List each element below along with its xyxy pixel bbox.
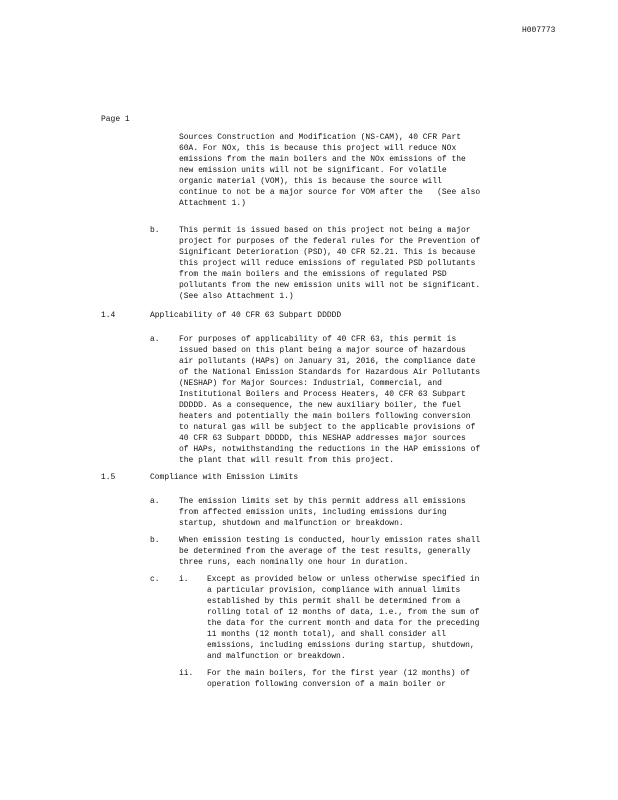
section-heading: Compliance with Emission Limits <box>150 473 299 482</box>
item-letter: a. <box>150 497 160 506</box>
text-line: established by this permit shall be determined from a <box>207 597 461 606</box>
document-id: H007773 <box>522 26 556 35</box>
text-line: to natural gas will be subject to the applicable provisions of <box>179 423 476 432</box>
section-number: 1.4 <box>101 311 116 320</box>
text-line: from affected emission units, including emissions during <box>179 508 447 517</box>
text-line: and malfunction or breakdown. <box>207 652 346 661</box>
text-line: operation following conversion of a main boiler or <box>207 680 446 689</box>
text-line: of HAPs, notwithstanding the reductions in the HAP emissions of <box>179 445 481 454</box>
text-line: of the National Emission Standards for Hazardous Air Pollutants <box>179 368 481 377</box>
text-line: rolling total of 12 months of data, i.e., from the sum of <box>207 608 480 617</box>
text-line: a particular provision, compliance with annual limits <box>207 586 461 595</box>
item-letter: c. <box>150 575 160 584</box>
section-number: 1.5 <box>101 473 116 482</box>
text-line: Sources Construction and Modification (NS-CAM), 40 CFR Part <box>179 133 462 142</box>
text-line: DDDDD. As a consequence, the new auxiliary boiler, the fuel <box>179 401 462 410</box>
item-letter: b. <box>150 226 160 235</box>
text-line: For purposes of applicability of 40 CFR 63, this permit is <box>179 335 457 344</box>
text-line: Institutional Boilers and Process Heaters, 40 CFR 63 Subpart <box>179 390 466 399</box>
text-line: emissions, including emissions during startup, shutdown, <box>207 641 475 650</box>
text-line: organic material (VOM), this is because the source will <box>179 177 442 186</box>
item-letter: b. <box>150 536 160 545</box>
text-line: be determined from the average of the test results, generally <box>179 547 471 556</box>
text-line: When emission testing is conducted, hourly emission rates shall <box>179 536 481 545</box>
text-line: from the main boilers and the emissions of regulated PSD <box>179 270 447 279</box>
text-line: startup, shutdown and malfunction or breakdown. <box>179 519 404 528</box>
text-line: This permit is issued based on this project not being a major <box>179 226 471 235</box>
text-line: Except as provided below or unless otherwise specified in <box>207 575 480 584</box>
text-line: new emission units will not be significant. For volatile <box>179 166 447 175</box>
text-line: issued based on this plant being a major source of hazardous <box>179 346 466 355</box>
text-line: For the main boilers, for the first year (12 months) of <box>207 669 470 678</box>
page-label: Page 1 <box>101 115 130 124</box>
text-line: emissions from the main boilers and the NOx emissions of the <box>179 155 466 164</box>
text-line: heaters and potentially the main boilers following conversion <box>179 412 471 421</box>
text-line: air pollutants (HAPs) on January 31, 2016, the compliance date <box>179 357 476 366</box>
text-line: project for purposes of the federal rules for the Prevention of <box>179 237 481 246</box>
text-line: the plant that will result from this project. <box>179 456 395 465</box>
text-line: three runs, each nominally one hour in duration. <box>179 558 409 567</box>
text-line: (See also Attachment 1.) <box>179 292 294 301</box>
text-line: Attachment 1.) <box>179 199 246 208</box>
sub-item-numeral: ii. <box>179 669 194 678</box>
sub-item-numeral: i. <box>179 575 189 584</box>
section-heading: Applicability of 40 CFR 63 Subpart DDDDD <box>150 311 342 320</box>
item-letter: a. <box>150 335 160 344</box>
text-line: (NESHAP) for Major Sources: Industrial, Commercial, and <box>179 379 442 388</box>
text-line: this project will reduce emissions of regulated PSD pollutants <box>179 259 476 268</box>
text-line: 60A. For NOx, this is because this project will reduce NOx <box>179 144 457 153</box>
text-line: pollutants from the new emission units will not be significant. <box>179 281 481 290</box>
text-line: 11 months (12 month total), and shall consider all <box>207 630 446 639</box>
text-line: the data for the current month and data for the preceding <box>207 619 480 628</box>
text-line: continue to not be a major source for VOM after the (See also <box>179 188 481 197</box>
text-line: Significant Deterioration (PSD), 40 CFR 52.21. This is because <box>179 248 476 257</box>
text-line: The emission limits set by this permit address all emissions <box>179 497 466 506</box>
text-line: 40 CFR 63 Subpart DDDDD, this NESHAP addresses major sources <box>179 434 466 443</box>
